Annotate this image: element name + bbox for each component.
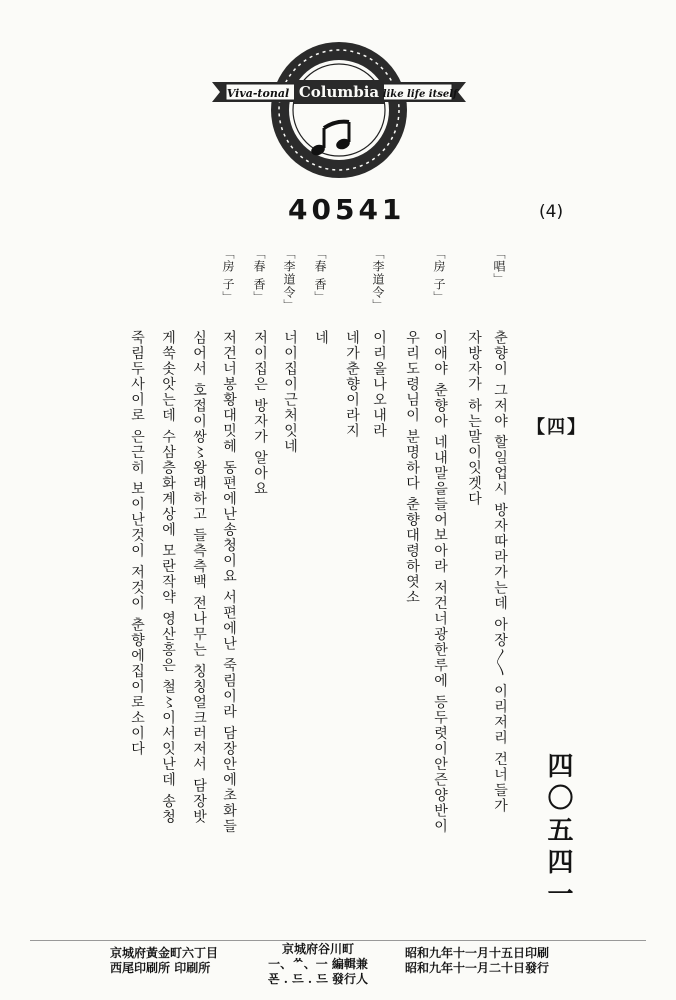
- publish-date: 昭和九年十一月二十日發行: [405, 961, 550, 975]
- lyric-line: 춘향이 그저야 할일업시 방자따라가는데 아장〳〵 이리저리 건너들가: [492, 330, 508, 814]
- editor-label: 一、ᄊ、一: [268, 957, 328, 971]
- imprint-center: [268, 942, 368, 987]
- lyric-line: 심어서 호접이쌍〻왕래하고 들측측백 전나무는 칭칭얼크러저서 담장밧: [191, 330, 207, 825]
- lyric-line: 너이집이근처잇네: [282, 330, 298, 454]
- print-date: 昭和九年十一月十五日印刷: [405, 946, 550, 960]
- lyric-line: 저이집은 방자가 알아요: [252, 330, 268, 497]
- banner-left-text: Viva-tonal: [226, 87, 290, 100]
- section-marker: 【四】: [527, 417, 587, 438]
- speaker-label: 「唱」: [492, 247, 506, 286]
- lyric-line: 죽림두사이로 은근히 보이난것이 저것이 춘향에집이로소이다: [129, 330, 145, 757]
- lyric-line: 이리올나오내라: [371, 330, 387, 439]
- speaker-label: 「春 香」: [252, 247, 266, 304]
- printer-name: 西尾印刷所: [110, 961, 171, 975]
- lyric-line: 이애야 춘향아 네내말을들어보아라 저건너광한루에 등두렷이안즌양반이: [432, 330, 448, 835]
- imprint-left: [110, 946, 218, 976]
- lyric-line: 게쑥솟앗는데 수삼층화계상에 모란작약 영산홍은 철〻이서잇난데 송청: [160, 330, 176, 825]
- lyric-line: 네: [313, 330, 329, 346]
- record-number: 40541: [288, 193, 406, 226]
- speaker-label: 「李道令」: [282, 247, 296, 312]
- lyric-line: 자방자가 하는말이잇겟다: [466, 330, 482, 507]
- printer-title: 印刷所: [174, 961, 211, 975]
- imprint-right: [405, 946, 549, 976]
- columbia-logo: [204, 40, 474, 185]
- printer-address: 京城府黃金町六丁目: [110, 946, 219, 960]
- laurel-wreath-icon: [271, 42, 407, 178]
- brand-name: Columbia: [298, 83, 380, 101]
- publisher-name: 폰 . 드 . 드: [268, 972, 328, 986]
- side-record-number: 四〇五四一: [543, 752, 573, 912]
- publisher-title: 發行人: [332, 972, 369, 986]
- lyric-line: 우리도령님이 분명하다 춘향대령하엿소: [404, 330, 420, 606]
- publisher-address: 京城府谷川町: [282, 942, 355, 956]
- lyric-line: 네가춘향이라지: [344, 330, 360, 439]
- lyric-line: 저건너봉황대밋헤 동편에난송청이요 서편에난 죽림이라 담장안에초화들: [221, 330, 237, 835]
- banner-right-text: like life itself: [382, 89, 458, 100]
- page-number: (4): [539, 202, 564, 222]
- speaker-label: 「李道令」: [371, 247, 385, 312]
- speaker-label: 「春 香」: [313, 247, 327, 304]
- speaker-label: 「房 子」: [432, 247, 446, 304]
- editor-title: 編輯兼: [331, 957, 368, 971]
- imprint-divider: [30, 940, 646, 941]
- speaker-label: 「房 子」: [221, 247, 235, 304]
